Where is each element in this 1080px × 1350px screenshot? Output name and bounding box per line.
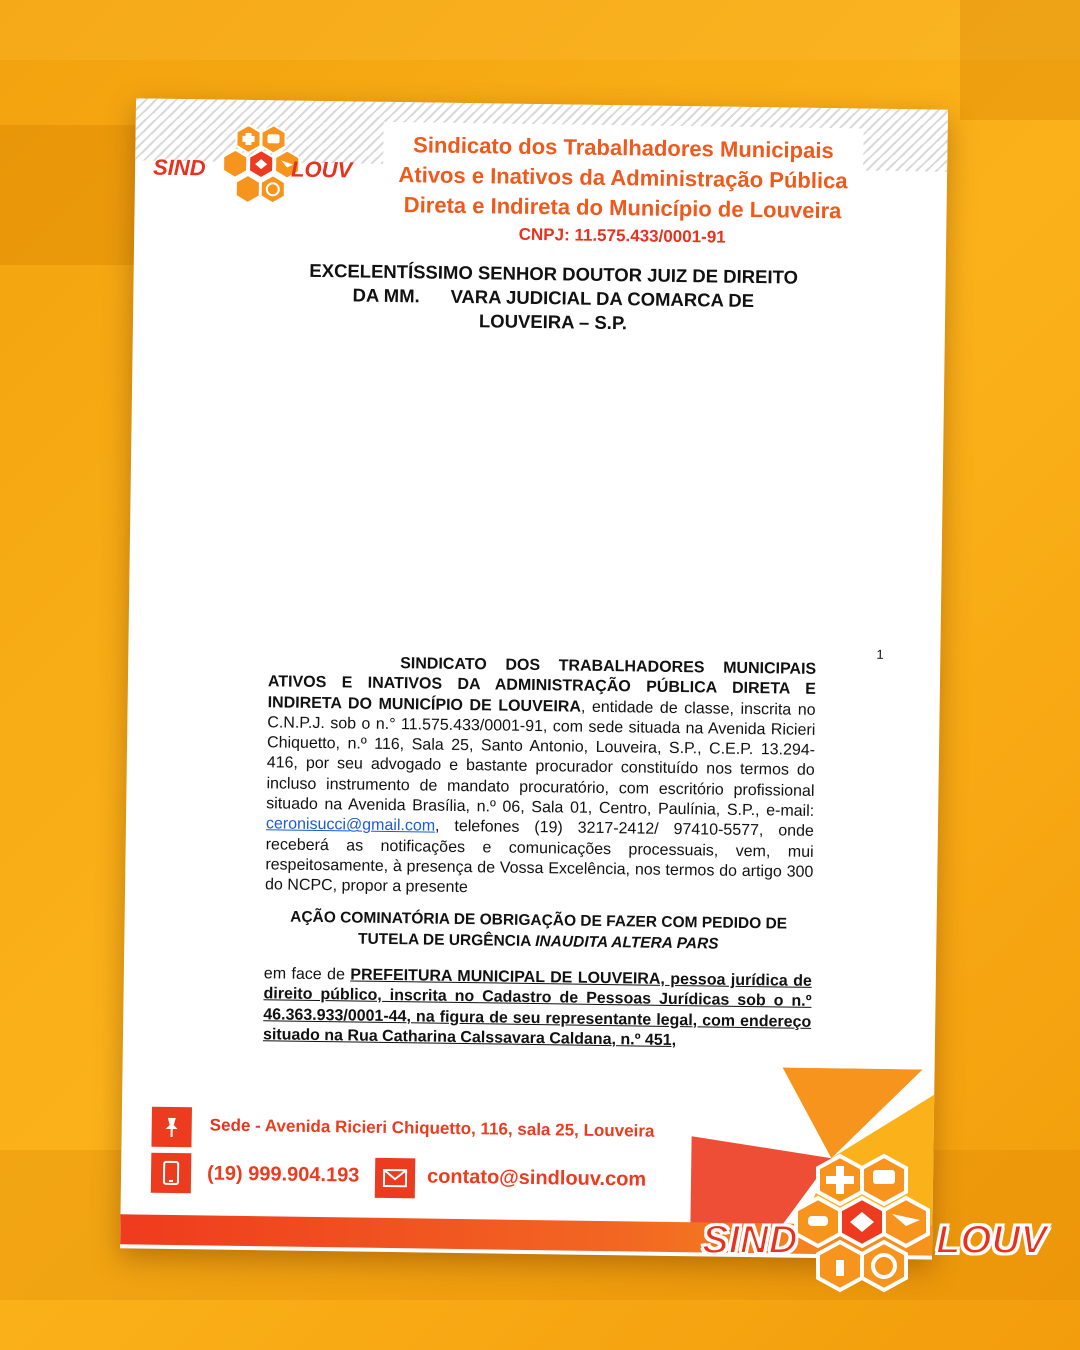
action-italic: INAUDITA ALTERA PARS: [535, 933, 719, 953]
title-line-3: LOUVEIRA – S.P.: [478, 310, 628, 334]
phone-icon: [151, 1153, 192, 1194]
overlay-logo-right: LOUV: [936, 1218, 1048, 1262]
title-line-2: DA MM. VARA JUDICIAL DA COMARCA DE: [352, 284, 755, 312]
org-cnpj: CNPJ: 11.575.433/0001-91: [518, 224, 726, 247]
logo-text-left: SIND: [152, 154, 206, 181]
sede-address: [210, 1116, 655, 1142]
paragraph-text-2: , telefones (19) 3217-2412/ 97410-5577, onde receberá as notificações e comunicações processuais, vem, mui respeitosamente, à presença de Vossa Excelência, nos termos do artigo 300 do NCPC, propor a presente: [264, 818, 815, 897]
sindlouv-logo: [700, 1148, 1050, 1318]
sede-label: Sede: [209, 1115, 251, 1136]
justice-icon: [836, 1260, 844, 1276]
page-number: 1: [876, 646, 884, 662]
sede-address-text: - Avenida Ricieri Chiquetto, 116, sala 25, Louveira: [250, 1116, 655, 1141]
mail-icon: [375, 1158, 416, 1199]
nurse-cap-icon: [808, 1216, 828, 1226]
footer-email[interactable]: contato@sindlouv.com: [426, 1165, 647, 1191]
defendant-details: PREFEITURA MUNICIPAL DE LOUVEIRA, pessoa jurídica de direito público, inscrita no Cadastro de Pessoas Jurídicas sob o n.º 46.363.933/0001-44, na figura de seu representante legal, com endereço situado na Rua Catharina Calssavara Caldana, n.º 451,: [262, 966, 812, 1049]
plaintiff-name: SINDICATO DOS TRABALHADORES MUNICIPAIS ATIVOS E INATIVOS DA ADMINISTRAÇÃO PÚBLICA DIRETA E INDIRETA DO MUNICÍPIO DE LOUVEIRA: [267, 655, 817, 716]
title-line-1: EXCELENTÍSSIMO SENHOR DOUTOR JUIZ DE DIREITO: [309, 259, 799, 288]
logo-text-right: LOUV: [290, 156, 353, 183]
defendant-paragraph: [263, 964, 812, 1053]
party-prefix: em face de: [263, 965, 351, 984]
action-line-1: AÇÃO COMINATÓRIA DE OBRIGAÇÃO DE FAZER COM PEDIDO DE: [290, 908, 788, 933]
footer-phone: (19) 999.904.193: [206, 1162, 360, 1187]
pin-icon: [151, 1107, 192, 1148]
lawyer-email-link[interactable]: ceronisucci@gmail.com: [265, 815, 436, 836]
petition-paragraph: [265, 652, 816, 903]
document-title: [273, 258, 834, 338]
org-name-line-3: Direta e Indireta do Município de Louveira: [403, 192, 842, 224]
document-page: [120, 98, 948, 1259]
org-name-line-1: Sindicato dos Trabalhadores Municipais: [412, 132, 834, 164]
paragraph-text-1: , entidade de classe, inscrita no C.N.P.J. sob o n.° 11.575.433/0001-91, com sede situada na Avenida Ricieri Chiquetto, n.º 116, Sala 25, Santo Antonio, Louveira, S.P., C.E.P. 13.294-416, por seu advogado e bastante procurador constituído nos termos do incluso instrumento de mandato procuratório, com escritório profissional situado na Avenida Brasília, n.º 06, Sala 01, Centro, Paulínia, S.P., e-mail:: [266, 698, 816, 821]
bus-icon: [873, 1170, 895, 1184]
action-line-2: TUTELA DE URGÊNCIA: [357, 930, 536, 951]
overlay-logo-left: SIND: [702, 1218, 798, 1262]
org-name-line-2: Ativos e Inativos da Administração Pública: [398, 162, 848, 194]
action-title: [264, 906, 813, 956]
